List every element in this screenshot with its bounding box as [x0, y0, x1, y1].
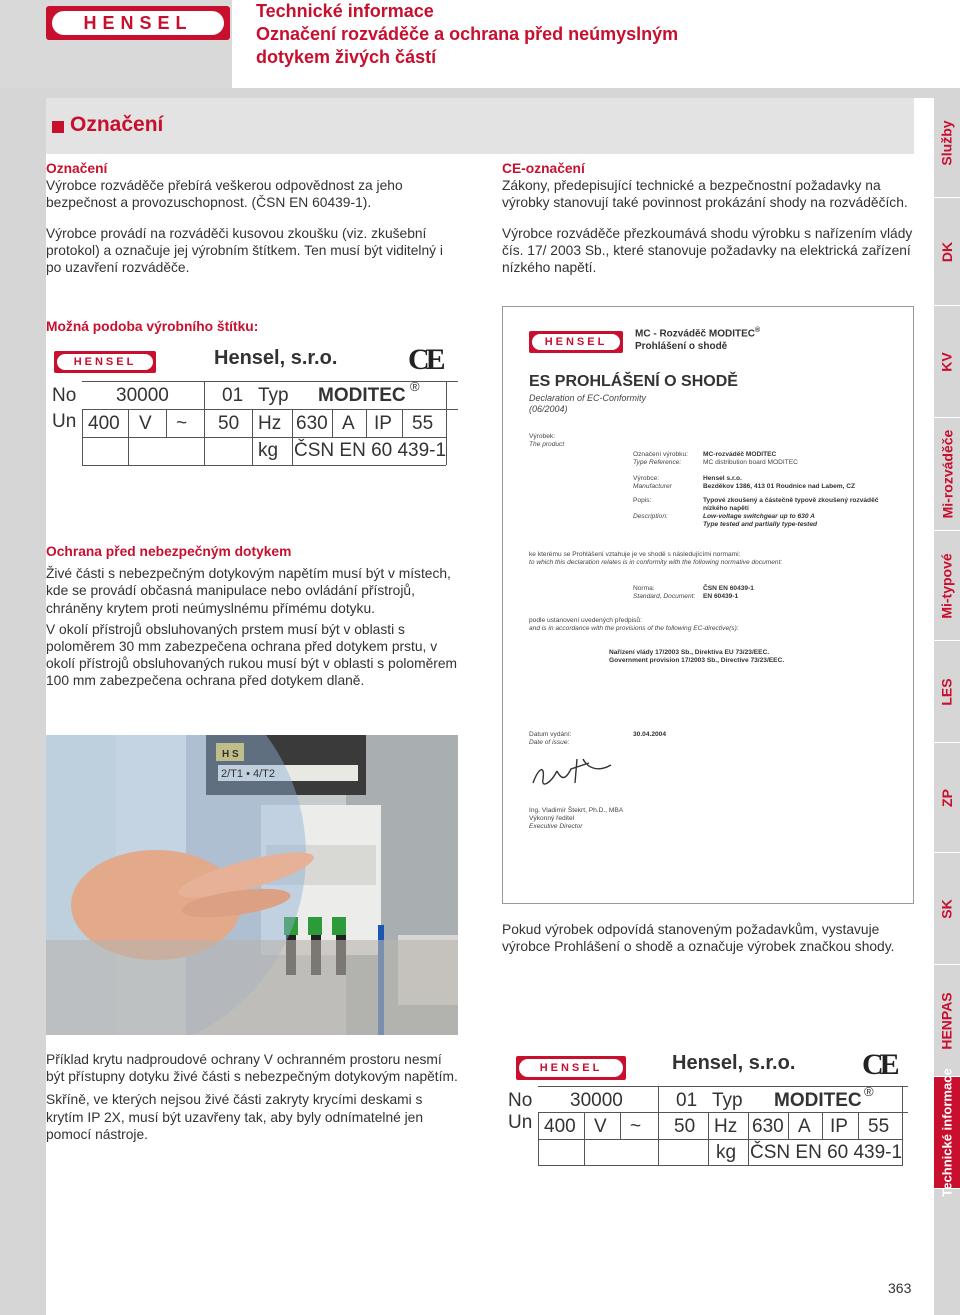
un-label: Un [52, 411, 77, 432]
cert-signer-role: Výkonný ředitel [529, 815, 575, 822]
page-title [256, 0, 756, 69]
signature-icon [527, 753, 627, 793]
cert-desc-value-2: nízkého napětí [703, 505, 749, 512]
cert-signer: Ing. Vladimír Štekrt, Ph.D., MBA [529, 807, 624, 814]
ce-paragraph-2: Výrobce rozváděče přezkoumává shodu výrobku s nařízením vlády čís. 17/ 2003 Sb., které stanovuje požadavky na elektrická zařízení nízkého napětí. [502, 225, 913, 276]
type-name: MODITEC [318, 385, 406, 406]
logo-text: HENSEL [83, 12, 193, 33]
ip-label-2: IP [830, 1116, 848, 1137]
cert-norm-value-en: EN 60439-1 [703, 593, 739, 600]
cert-product-label-en: The product [529, 441, 565, 448]
marking-paragraph-2: Výrobce provádí na rozváděči kusovou zkoušku (viz. zkušební protokol) a označuje jej výrobním štítkem. Ten musí být viditelný i po uzavření rozváděče. [46, 225, 443, 276]
un-label-2: Un [508, 1112, 533, 1133]
plate-caption: Možná podoba výrobního štítku: [46, 319, 259, 334]
cert-product-label: Výrobek: [529, 433, 556, 440]
frequency-unit-2: Hz [714, 1116, 738, 1137]
order-code: 01 [222, 385, 244, 406]
cert-date-label: Datum vydání: [529, 731, 572, 738]
weight-label-2: kg [716, 1142, 737, 1163]
cert-date-value: 30.04.2004 [633, 731, 667, 738]
tab-mi-rozvadece[interactable]: Mi-rozváděče [934, 418, 960, 531]
frequency-value-2: 50 [674, 1116, 696, 1137]
cert-head-1: MC - Rozváděč MODITEC® [635, 327, 761, 340]
cert-norm-value: ČSN EN 60439-1 [703, 585, 754, 592]
nameplate-2 [502, 1046, 914, 1166]
serial-number-2: 30000 [570, 1090, 623, 1111]
ce-text [502, 160, 914, 289]
tab-dk[interactable]: DK [934, 198, 960, 306]
registered-mark: ® [410, 379, 420, 394]
protective-cover-photo [46, 735, 458, 1035]
ip-value-2: 55 [868, 1116, 890, 1137]
ce-mark-icon: CE [408, 343, 442, 376]
cert-norm-label: Norma: [633, 585, 655, 592]
ce-paragraph-1: Zákony, předepisující technické a bezpečnostní požadavky na výrobky stanovují také povinnost prokázání shody na rozváděčích. [502, 178, 908, 211]
cert-mfr-value-2: Bezděkov 1386, 413 01 Roudnice nad Labem, CZ [703, 483, 856, 490]
photo-caption-paragraph-1: Příklad krytu nadproudové ochrany V ochranném prostoru nesmí být přístupny dotyku živé části s nebezpečným dotykovým napětím. [46, 1052, 458, 1085]
standard-2: ČSN EN 60 439-1 [750, 1142, 903, 1163]
bullet-square-icon [52, 121, 64, 133]
top-band [46, 88, 934, 98]
cert-ref-value-en: MC distribution board MODITEC [703, 459, 798, 466]
cert-logo: HENSEL [529, 331, 623, 353]
order-code-2: 01 [676, 1090, 698, 1111]
cert-ref-label: Označení výrobku: [633, 451, 688, 458]
tab-sk[interactable]: SK [934, 853, 960, 965]
nameplate-2-logo: HENSEL [516, 1056, 626, 1080]
plate-caption-block [46, 318, 446, 335]
tab-technicke-informace[interactable]: Technické informace [934, 1077, 960, 1189]
protection-text [46, 543, 458, 703]
cert-regulation-1: Nařízení vlády 17/2003 Sb., Direktiva EU 73/23/EEC. [609, 649, 770, 656]
sidebar-tabs [934, 88, 960, 1315]
nameplate-1 [46, 341, 458, 466]
cert-subtitle: Declaration of EC-Conformity [529, 393, 647, 403]
voltage-value-2: 400 [544, 1116, 576, 1137]
ac-symbol-2: ~ [630, 1116, 642, 1137]
voltage-unit-2: V [594, 1116, 607, 1137]
nameplate-logo: HENSEL [54, 351, 156, 373]
photo-caption-paragraph-2: Skříně, ve kterých nejsou živé části zakryty krycími deskami s krytím IP 2X, musí být uzavřeny tak, aby byly odnímatelné jen pomocí nástroje. [46, 1092, 424, 1142]
cert-title: ES PROHLÁŠENÍ O SHODĚ [529, 373, 738, 390]
ce-heading: CE-označení [502, 161, 585, 176]
declaration-text: Pokud výrobek odpovídá stanoveným požadavkům, vystavuje výrobce Prohlášení o shodě a označuje výrobek značkou shody. [502, 922, 895, 955]
cert-signer-role-en: Executive Director [529, 823, 583, 830]
protection-paragraph-2: V okolí přístrojů obsluhovaných prstem musí být v oblasti s poloměrem 30 mm zabezpečena ochrana před dotykem prstu, v okolí přístrojů obsluhovaných rukou musí být v oblasti s poloměrem 100 mm zabezpečena ochrana před dotykem dlaně. [46, 621, 458, 689]
current-unit-2: A [798, 1116, 811, 1137]
frequency-unit: Hz [258, 413, 282, 434]
no-label-2: No [508, 1090, 533, 1111]
cert-desc-value-3: Low-voltage switchgear up to 630 A [703, 513, 815, 520]
voltage-value: 400 [88, 413, 120, 434]
ip-label: IP [374, 413, 392, 434]
current-value: 630 [296, 413, 328, 434]
registered-mark-2: ® [864, 1084, 874, 1099]
cert-ref-label-en: Type Reference: [633, 459, 682, 466]
tab-mi-typove[interactable]: Mi-typové [934, 531, 960, 641]
nameplate-2-company: Hensel, s.r.o. [672, 1052, 796, 1074]
tab-kv[interactable]: KV [934, 306, 960, 418]
title-line-2: Označení rozváděče a ochrana před neúmyslným [256, 24, 679, 44]
cert-ref-value: MC-rozváděč MODITEC [703, 451, 777, 458]
typ-label-2: Typ [712, 1090, 743, 1111]
standard: ČSN EN 60 439-1 [294, 440, 447, 461]
page-number: 363 [888, 1280, 912, 1296]
tab-sluzby[interactable]: Služby [934, 88, 960, 198]
cert-head-2: Prohlášení o shodě [635, 341, 728, 352]
cert-reg-intro-en: and is in accordance with the provisions of the following EC-directive(s): [529, 625, 739, 632]
cert-date-label-en: Date of issue: [529, 739, 570, 746]
cert-desc-value-4: Type tested and partially type-tested [703, 521, 818, 528]
title-line-1: Technické informace [256, 1, 434, 21]
ip-value: 55 [412, 413, 434, 434]
marking-text [46, 160, 446, 289]
photo-label-terminals: 2/T1 • 4/T2 [221, 768, 275, 780]
ac-symbol: ~ [176, 413, 188, 434]
type-name-2: MODITEC [774, 1090, 862, 1111]
nameplate-company: Hensel, s.r.o. [214, 347, 338, 369]
no-label: No [52, 385, 77, 406]
cert-norm-label-en: Standard, Document: [633, 593, 696, 600]
cert-desc-value-1: Typové zkoušený a částečně typově zkoušený rozváděč [703, 497, 879, 504]
protection-paragraph-1: Živé části s nebezpečným dotykovým napětím musí být v místech, kde se provádí občasná manipulace nebo ovládání přístrojů, chráněny krytem proti neúmyslnému přímému dotyku. [46, 566, 451, 616]
photo-caption [46, 1051, 458, 1156]
cert-reg-intro: podle ustanovení uvedených předpisů: [529, 617, 642, 624]
marking-heading: Označení [46, 161, 108, 176]
cert-mfr-value-1: Hensel s.r.o. [703, 475, 742, 482]
section-heading-bar [46, 98, 914, 154]
tab-les[interactable]: LES [934, 641, 960, 743]
section-title: Označení [70, 113, 164, 136]
cert-date-code: (06/2004) [529, 404, 568, 414]
current-unit: A [342, 413, 355, 434]
photo-label-hs: H S [222, 749, 239, 760]
marking-paragraph-1: Výrobce rozváděče přebírá veškerou odpovědnost za jeho bezpečnost a provozuschopnost. (ČSN EN 60439-1). [46, 178, 403, 211]
ec-declaration-document [502, 306, 914, 904]
typ-label: Typ [258, 385, 289, 406]
cert-desc-label: Popis: [633, 497, 652, 504]
serial-number: 30000 [116, 385, 169, 406]
weight-label: kg [258, 440, 279, 461]
photo-illustration [46, 735, 458, 1035]
protection-heading: Ochrana před nebezpečným dotykem [46, 544, 292, 559]
ce-mark-icon-2: CE [862, 1048, 896, 1081]
left-margin-band [0, 88, 46, 1315]
title-line-3: dotykem živých částí [256, 47, 437, 67]
tab-henpas[interactable]: HENPAS [934, 965, 960, 1077]
tab-zp[interactable]: ZP [934, 743, 960, 853]
cert-regulation-2: Government provision 17/2003 Sb., Directive 73/23/EEC. [609, 657, 785, 664]
cert-mfr-label: Výrobce: [633, 475, 660, 482]
voltage-unit: V [139, 413, 152, 434]
cert-mfr-label-en: Manufacturer [633, 483, 672, 490]
hensel-logo [46, 6, 230, 40]
frequency-value: 50 [218, 413, 240, 434]
cert-norm-intro-en: to which this declaration relates is in conformity with the following normative document: [529, 559, 783, 566]
current-value-2: 630 [752, 1116, 784, 1137]
cert-desc-label-en: Description: [633, 513, 668, 520]
cert-norm-intro: ke kterému se Prohlášení vztahuje je ve shodě s následujícími normami: [529, 551, 741, 558]
